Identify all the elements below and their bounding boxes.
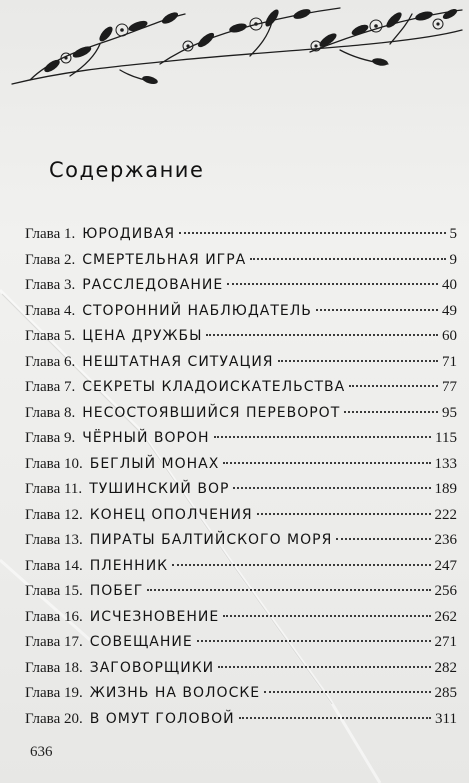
toc-entry <box>25 481 457 507</box>
chapter-num: 17. <box>63 634 83 650</box>
chapter-num: 5. <box>63 328 76 344</box>
dot-leader <box>179 232 445 234</box>
toc-entry <box>25 303 457 329</box>
chapter-number <box>25 609 83 626</box>
chapter-title: СТОРОННИЙ НАБЛЮДАТЕЛЬ <box>82 302 312 319</box>
chapter-number <box>25 456 83 473</box>
chapter-number <box>25 558 83 575</box>
toc-entry <box>25 328 457 354</box>
chapter-page: 95 <box>442 404 457 421</box>
chapter-number <box>25 711 83 728</box>
chapter-label: Глава <box>25 608 61 625</box>
chapter-page: 236 <box>434 532 457 548</box>
chapter-label: Глава <box>25 430 61 446</box>
dot-leader <box>223 615 430 617</box>
chapter-label: Глава <box>25 379 61 395</box>
dot-leader <box>206 334 438 336</box>
dot-leader <box>233 487 430 489</box>
chapter-num: 9. <box>63 430 76 446</box>
toc-entry <box>25 252 457 278</box>
chapter-page: 271 <box>434 634 457 650</box>
chapter-num: 16. <box>63 608 83 625</box>
chapter-page: 77 <box>442 379 457 395</box>
dot-leader <box>227 283 438 285</box>
chapter-num: 10. <box>63 455 83 472</box>
chapter-page: 222 <box>434 506 457 523</box>
chapter-page: 262 <box>434 608 457 625</box>
chapter-num: 11. <box>63 481 83 497</box>
chapter-num: 12. <box>63 506 83 523</box>
toc-entry <box>25 558 457 584</box>
chapter-label: Глава <box>25 353 61 370</box>
table-of-contents <box>25 226 457 736</box>
chapter-page: 5 <box>449 226 457 242</box>
chapter-title: СОВЕЩАНИЕ <box>89 634 193 650</box>
chapter-num: 3. <box>63 277 76 293</box>
chapter-num: 20. <box>63 710 83 727</box>
chapter-num: 19. <box>63 685 83 701</box>
toc-entry <box>25 711 457 737</box>
chapter-title: ЧЁРНЫЙ ВОРОН <box>82 430 210 446</box>
chapter-title: РАССЛЕДОВАНИЕ <box>82 277 224 293</box>
chapter-page: 311 <box>435 710 457 727</box>
chapter-page: 256 <box>434 583 457 599</box>
chapter-label: Глава <box>25 481 61 497</box>
toc-entry <box>25 532 457 558</box>
chapter-label: Глава <box>25 328 61 344</box>
chapter-number <box>25 354 75 371</box>
chapter-label: Глава <box>25 277 61 293</box>
chapter-page: 285 <box>434 685 457 701</box>
chapter-title: СМЕРТЕЛЬНАЯ ИГРА <box>82 251 247 268</box>
chapter-page: 189 <box>434 481 457 497</box>
chapter-num: 13. <box>63 532 83 548</box>
chapter-num: 18. <box>63 659 83 676</box>
chapter-num: 8. <box>63 404 76 421</box>
chapter-number <box>25 405 75 422</box>
chapter-title: СЕКРЕТЫ КЛАДОИСКАТЕЛЬСТВА <box>82 379 346 395</box>
chapter-number <box>25 277 75 294</box>
chapter-title: ПОБЕГ <box>89 583 144 599</box>
chapter-label: Глава <box>25 506 61 523</box>
chapter-number <box>25 481 82 498</box>
chapter-label: Глава <box>25 302 61 319</box>
floral-vine-header-icon <box>10 0 465 92</box>
chapter-number <box>25 379 75 396</box>
chapter-label: Глава <box>25 685 61 701</box>
chapter-title: НЕСОСТОЯВШИЙСЯ ПЕРЕВОРОТ <box>82 404 341 421</box>
dot-leader <box>239 717 431 719</box>
chapter-label: Глава <box>25 251 61 268</box>
toc-entry <box>25 277 457 303</box>
chapter-num: 7. <box>63 379 76 395</box>
dot-leader <box>214 436 432 438</box>
toc-entry <box>25 405 457 431</box>
chapter-number <box>25 583 83 600</box>
dot-leader <box>278 360 438 362</box>
dot-leader <box>172 564 430 566</box>
dot-leader <box>344 411 438 413</box>
toc-entry <box>25 430 457 456</box>
dot-leader <box>197 640 431 642</box>
chapter-title: ПЛЕННИК <box>89 557 169 574</box>
chapter-title: ЦЕНА ДРУЖБЫ <box>82 328 203 344</box>
dot-leader <box>349 385 438 387</box>
chapter-number <box>25 685 83 702</box>
chapter-title: ИСЧЕЗНОВЕНИЕ <box>89 608 220 625</box>
chapter-title: ТУШИНСКИЙ ВОР <box>89 481 230 497</box>
chapter-num: 4. <box>63 302 76 319</box>
chapter-title: ЗАГОВОРЩИКИ <box>89 659 215 676</box>
chapter-page: 115 <box>435 430 457 446</box>
page-title: Содержание <box>49 158 205 182</box>
page-number: 636 <box>30 744 53 760</box>
chapter-label: Глава <box>25 226 61 242</box>
chapter-num: 14. <box>63 557 83 574</box>
chapter-number <box>25 660 83 677</box>
chapter-label: Глава <box>25 455 61 472</box>
chapter-title: ПИРАТЫ БАЛТИЙСКОГО МОРЯ <box>89 532 333 548</box>
dot-leader <box>336 538 430 540</box>
dot-leader <box>316 309 438 311</box>
chapter-label: Глава <box>25 659 61 676</box>
chapter-page: 247 <box>434 557 457 574</box>
toc-entry <box>25 685 457 711</box>
chapter-page: 9 <box>449 251 457 268</box>
chapter-num: 6. <box>63 353 76 370</box>
chapter-label: Глава <box>25 634 61 650</box>
chapter-number <box>25 303 75 320</box>
dot-leader <box>264 691 430 693</box>
chapter-num: 1. <box>63 226 76 242</box>
dot-leader <box>223 462 430 464</box>
toc-entry <box>25 660 457 686</box>
chapter-number <box>25 430 75 447</box>
chapter-title: КОНЕЦ ОПОЛЧЕНИЯ <box>89 506 253 523</box>
chapter-title: БЕГЛЫЙ МОНАХ <box>89 455 220 472</box>
chapter-number <box>25 328 75 345</box>
chapter-page: 282 <box>434 659 457 676</box>
toc-entry <box>25 609 457 635</box>
chapter-number <box>25 532 83 549</box>
chapter-label: Глава <box>25 532 61 548</box>
toc-entry <box>25 456 457 482</box>
chapter-num: 2. <box>63 251 76 268</box>
chapter-label: Глава <box>25 583 61 599</box>
chapter-page: 133 <box>434 455 457 472</box>
dot-leader <box>250 258 445 260</box>
toc-entry <box>25 634 457 660</box>
dot-leader <box>147 589 430 591</box>
chapter-title: ЮРОДИВАЯ <box>82 226 176 242</box>
dot-leader <box>218 666 430 668</box>
dot-leader <box>257 513 431 515</box>
chapter-number <box>25 634 83 651</box>
toc-entry <box>25 583 457 609</box>
chapter-page: 60 <box>442 328 457 344</box>
chapter-number <box>25 252 75 269</box>
chapter-page: 49 <box>442 302 457 319</box>
chapter-page: 71 <box>442 353 457 370</box>
chapter-number <box>25 226 75 243</box>
toc-entry <box>25 379 457 405</box>
chapter-page: 40 <box>442 277 457 293</box>
chapter-label: Глава <box>25 404 61 421</box>
toc-entry <box>25 507 457 533</box>
chapter-title: ЖИЗНЬ НА ВОЛОСКЕ <box>89 685 261 701</box>
chapter-label: Глава <box>25 710 61 727</box>
toc-entry <box>25 354 457 380</box>
chapter-number <box>25 507 83 524</box>
toc-entry <box>25 226 457 252</box>
chapter-title: В ОМУТ ГОЛОВОЙ <box>89 710 235 727</box>
chapter-title: НЕШТАТНАЯ СИТУАЦИЯ <box>82 353 274 370</box>
chapter-num: 15. <box>63 583 83 599</box>
chapter-label: Глава <box>25 557 61 574</box>
